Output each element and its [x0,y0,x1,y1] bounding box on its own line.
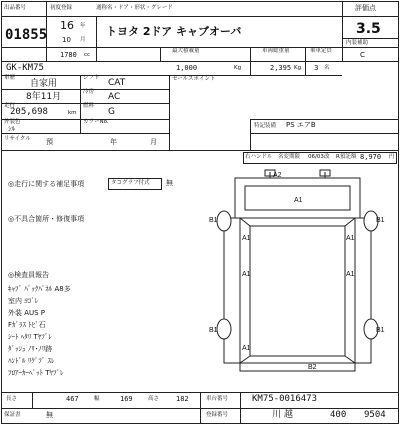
capacity-label: 最大積載量 [172,48,200,54]
seats-value: 3 [314,64,319,72]
price-label: R預託額 [336,154,357,160]
transfer-label: 名変期限 [278,154,301,160]
recycle-label: リサイクル [4,136,31,142]
tacho-value: 無 [166,179,173,187]
plate-class: 400 [330,410,347,420]
height-value: 182 [176,395,189,403]
diagram-mark: B1 [209,217,218,224]
equip-label: 特記装備 [254,123,277,129]
inspection-value: 8年11月 [26,92,62,102]
use-label: 車歴 [4,75,16,81]
mileage-unit: km [68,110,77,116]
weight-unit: Kg [294,65,302,71]
capacity-unit: Kg [234,65,242,71]
defect-label: ◎走行に関する補足事項 [8,180,85,188]
note-item: Fｶﾞﾗｽ ﾄﾋﾞ石 [8,321,46,329]
diagram-mark: B2 [308,364,317,371]
diagram-mark: A1 [242,235,251,242]
lot-number: 01855 [5,27,48,43]
plate-region: 川 越 [272,410,293,420]
aircon-label: 冷房 [83,89,95,95]
diagram-mark: A1 [294,197,303,204]
width-value: 169 [120,395,133,403]
inspector-label: ◎検査員報告 [8,271,50,279]
note-item: 室内 ﾖｺﾞﾚ [8,297,39,305]
note-item: 外装 AUS P [8,309,46,317]
color-no-label: カラーNo. [83,119,109,125]
use-value: 自家用 [30,79,58,89]
price-value: 8,970 [360,153,382,161]
grade-value: 3.5 [356,21,381,37]
diagram-mark: B1 [209,327,218,334]
handle-label: 右ハンドル [245,154,273,160]
repair-label: ◎不具合箇所・修復事項 [8,215,85,223]
note-item: ｷｬﾌﾞ ﾊﾞｯｸﾊﾟﾈﾙ A8多 [8,285,71,293]
diagram-mark: A1 [346,271,355,278]
vehicle-diagram-svg [210,166,385,374]
fuel-value: G [108,107,115,117]
car-name: トヨタ 2ドア キャブオーバ [106,25,242,38]
height-label: 高さ [148,396,160,402]
year-era: 16 [60,19,74,32]
grade-label: 評価点 [355,4,376,12]
note-item: ｼｰﾄ ﾍﾀﾘ Tﾔﾌﾞﾚ [8,333,52,341]
recycle-paid: 預 [46,138,53,146]
warranty-label: 保証書 [4,412,21,418]
recycle-month: 月 [150,138,157,146]
shift-label: シフト [83,75,100,81]
shift-value: CAT [108,78,126,88]
diagram-mark: A1 [242,345,251,352]
diagram-mark: B1 [376,327,385,334]
chassis-value: KM75-0016473 [252,394,318,404]
color-label: 外装色 [4,119,21,125]
seats-unit: 名 [324,65,330,71]
model-code: GK-KM75 [6,63,44,73]
vehicle-diagram [210,166,385,374]
recycle-year: 年 [110,138,117,146]
month: 10 [62,36,71,44]
side-board-left [224,218,240,363]
tacho-label: タコグラフ付式 [111,180,150,186]
length-label: 長さ [6,396,18,402]
length-value: 467 [66,395,79,403]
interior-value: C [360,51,365,59]
diagram-mark: A2 [273,172,282,179]
mileage-value: 205,698 [10,107,48,117]
weight-value: 2,395 [270,64,292,72]
seats-label: 乗車定員 [310,48,333,54]
side-board-right [355,218,371,363]
lot-label: 出品番号 [4,5,27,11]
plate-label: 登録番号 [206,412,229,418]
wheel-front-left [217,211,231,231]
meta-detail: 通称名・ドア・形状・グレード [96,5,173,11]
color-value: ｼﾙ [8,125,15,133]
aircon-value: AC [108,92,121,102]
chassis-label: 車台番号 [206,396,229,402]
weight-label: 車両総重量 [262,48,290,54]
diagram-mark: B1 [376,217,385,224]
fuel-label: 燃料 [83,103,95,109]
price-unit: 円 [389,154,395,160]
displacement-unit: cc [84,52,91,58]
note-item: ﾀﾞｯｼｭ ﾉﾘ･ﾉﾘ跡 [8,345,53,353]
equip-value: PS エアB [286,121,316,129]
warranty-value: 無 [46,411,53,419]
transfer-box: 改 [324,154,330,160]
interior-label: 内装補助 [346,40,369,46]
note-item: ﾌﾛｱｰｶｰﾍﾟｯﾄ Tﾔﾌﾞﾚ [8,369,64,377]
meta-label: 初度登録 [50,5,73,11]
plate-number: 9504 [364,410,386,420]
capacity-value: 1,000 [176,64,198,72]
month-unit: 月 [80,37,86,43]
mileage-label: 走行 [4,103,16,109]
transfer-date: 06/03 [308,154,324,160]
bed-outline [240,218,355,363]
displacement: 1780 [60,51,77,59]
note-item: ﾊﾝﾄﾞﾙ ﾘｸﾞﾌﾞ ｽﾚ [8,357,55,365]
bed-floor [250,226,345,356]
diagram-mark: A1 [346,235,355,242]
diagram-mark: A1 [242,271,251,278]
year-unit: 年 [80,23,86,29]
wheel-rear-left [217,319,231,339]
tailgate [240,363,355,371]
width-label: 幅 [94,396,100,402]
selling-point-label: セールスポイント [172,76,216,82]
